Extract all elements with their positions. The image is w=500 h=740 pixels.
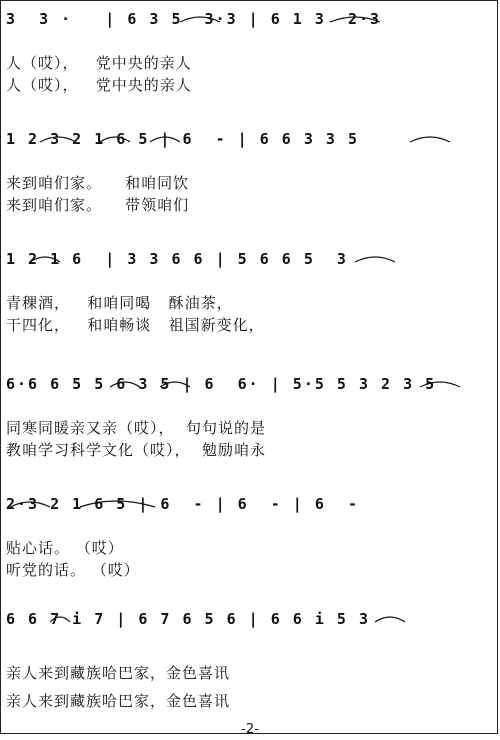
- lyric-line-2: 来到咱们家。 带领咱们: [6, 196, 190, 214]
- lyric-line-2: 干四化， 和咱畅谈 祖国新变化，: [6, 316, 265, 334]
- lyric-line-1: 贴心话。 （哎）: [6, 539, 124, 557]
- notation-line: 2·3 2 1 6 5 | 6 - | 6 - | 6 -: [6, 495, 359, 513]
- notation-line: 6·6 6 5 5 6 3 5 | 6 6· | 5·5 5 3 2 3 5: [6, 375, 437, 393]
- lyric-line-1: 来到咱们家。 和咱同饮: [6, 174, 190, 192]
- lyric-line-2: 人（哎）， 党中央的亲人: [6, 76, 192, 94]
- lyric-line-2: 听党的话。 （哎）: [6, 561, 140, 579]
- system-2: [0, 130, 500, 250]
- notation-line: 6 6 7 i 7 | 6 7 6 5 6 | 6 6 i 5 3: [6, 610, 371, 628]
- system-3: [0, 250, 500, 370]
- system-5: [0, 495, 500, 615]
- lyric-line-1: 人（哎）， 党中央的亲人: [6, 54, 192, 72]
- system-4: [0, 375, 500, 495]
- system-1: [0, 10, 500, 130]
- lyric-line-1: 青稞酒， 和咱同喝 酥油茶，: [6, 294, 233, 312]
- notation-line: 3 3 · | 6 3 5 3·3 | 6 1 3 2·3: [6, 10, 382, 28]
- notation-line: 1 2 3 2 1 6 5 | 6 - | 6 6 3 3 5: [6, 130, 359, 148]
- lyric-line-2: 教咱学习科学文化（哎）， 勉励咱永: [6, 441, 267, 459]
- notation-line: 1 2 1 6 | 3 3 6 6 | 5 6 6 5 3: [6, 250, 348, 268]
- lyric-line-1: 同寒同暖亲又亲（哎）， 句句说的是: [6, 419, 267, 437]
- system-6: [0, 610, 500, 730]
- lyric-line-2: 亲人来到藏族哈巴家，金色喜讯: [6, 692, 231, 710]
- page-number: -2-: [241, 722, 259, 737]
- lyric-line-1: 亲人来到藏族哈巴家，金色喜讯: [6, 664, 231, 682]
